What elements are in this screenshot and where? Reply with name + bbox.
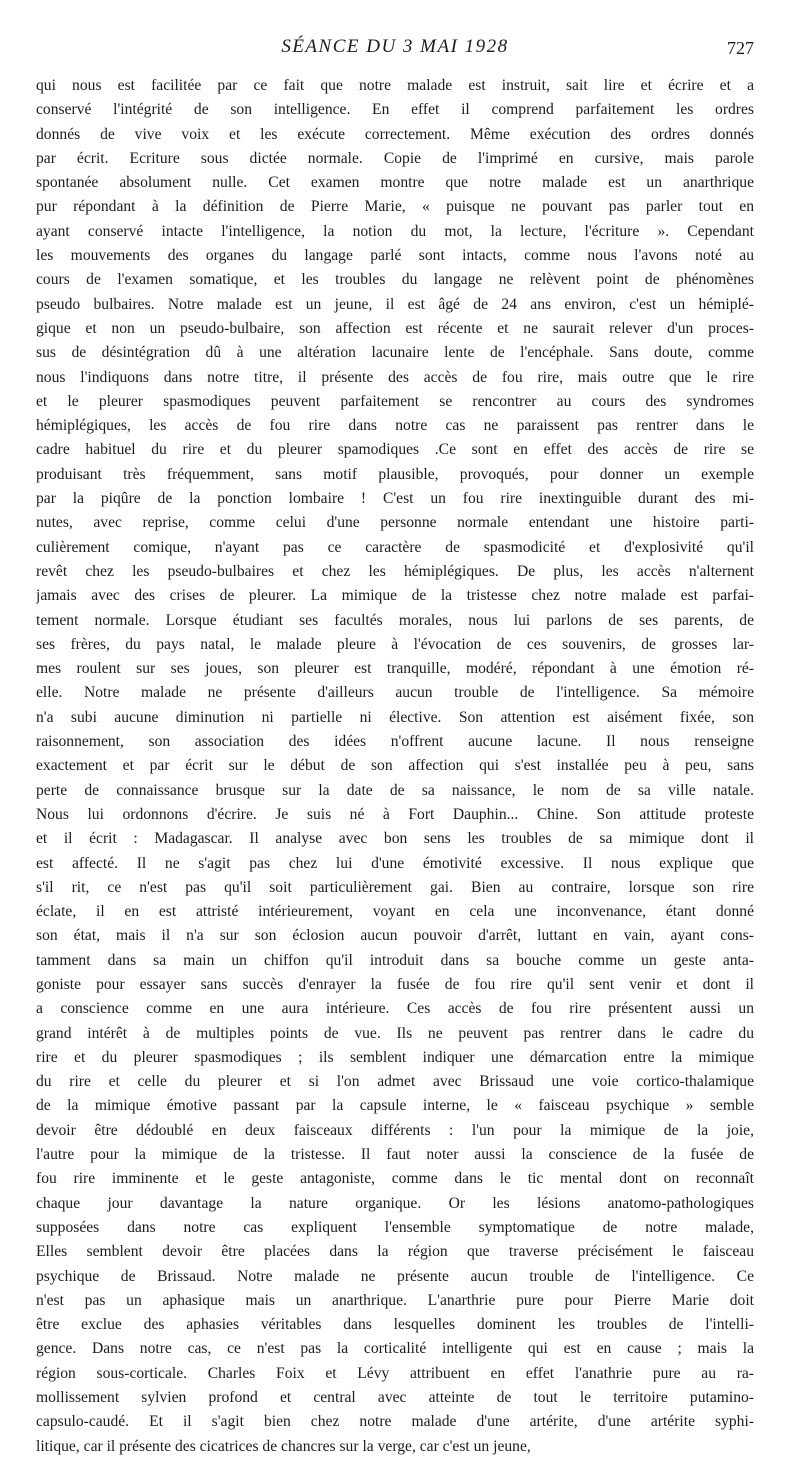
text-line: éclate, il en est attristé intérieurement, voyant en cela une inconvenance, étant donné	[36, 903, 754, 921]
text-line: qui nous est facilitée par ce fait que notre malade est instruit, sait lire et écrire et a	[36, 77, 754, 94]
text-line: n'a subi aucune diminution ni partielle ni élective. Son attention est aisément fixée, son	[36, 708, 754, 726]
text-line: tement normale. Lorsque étudiant ses facultés morales, nous lui parlons de ses parents, de	[36, 611, 754, 629]
text-line: par écrit. Ecriture sous dictée normale. Copie de l'imprimé en cursive, mais parole	[36, 149, 754, 167]
text-line: cours de l'examen somatique, et les troubles du langage ne relèvent point de phénomènes	[36, 271, 754, 289]
text-line: et le pleurer spasmodiques peuvent parfaitement se rencontrer au cours des syndromes	[36, 392, 754, 410]
text-line: s'il rit, ce n'est pas qu'il soit particulièrement gai. Bien au contraire, lorsque son rire	[36, 878, 754, 896]
text-line: conservé l'intégrité de son intelligence. En effet il comprend parfaitement les ordres	[36, 101, 754, 119]
text-line: goniste pour essayer sans succès d'enrayer la fusée de fou rire qu'il sent venir et dont il	[36, 975, 754, 993]
text-line: l'autre pour la mimique de la tristesse. Il faut noter aussi la conscience de la fusée de	[36, 1146, 754, 1164]
text-line: raisonnement, son association des idées n'offrent aucune lacune. Il nous renseigne	[36, 733, 754, 751]
text-line: ayant conservé intacte l'intelligence, la notion du mot, la lecture, l'écriture ». Cependant	[36, 222, 754, 240]
text-line: être exclue des aphasies véritables dans lesquelles dominent les troubles de l'intelli-	[36, 1316, 754, 1334]
text-line: exactement et par écrit sur le début de son affection qui s'est installée peu à peu, sans	[36, 757, 754, 775]
text-line: chaque jour davantage la nature organique. Or les lésions anatomo-pathologiques	[36, 1194, 754, 1212]
text-line: devoir être dédoublé en deux faisceaux différents : l'un pour la mimique de la joie,	[36, 1121, 754, 1139]
text-line: son état, mais il n'a sur son éclosion aucun pouvoir d'arrêt, luttant en vain, ayant cons-	[36, 927, 754, 945]
text-line: gence. Dans notre cas, ce n'est pas la corticalité intelligente qui est en cause ; mais la	[36, 1340, 754, 1358]
text-line: mollissement sylvien profond et central avec atteinte de tout le territoire putamino-	[36, 1389, 754, 1407]
text-line: litique, car il présente des cicatrices de chancres sur la verge, car c'est un jeune,	[36, 1437, 531, 1455]
text-line: psychique de Brissaud. Notre malade ne présente aucun trouble de l'intelligence. Ce	[36, 1267, 754, 1285]
text-line: hémiplégiques, les accès de fou rire dans notre cas ne paraissent pas rentrer dans le	[36, 417, 754, 435]
text-line: cadre habituel du rire et du pleurer spamodiques .Ce sont en effet des accès de rire se	[36, 441, 754, 459]
text-line: et il écrit : Madagascar. Il analyse avec bon sens les troubles de sa mimique dont il	[36, 830, 754, 848]
text-line: capsulo-caudé. Et il s'agit bien chez notre malade d'une artérite, d'une artérite syphi-	[36, 1413, 754, 1431]
text-line: nutes, avec reprise, comme celui d'une personne normale entendant une histoire parti-	[36, 514, 754, 532]
text-line: mes roulent sur ses joues, son pleurer est tranquille, modéré, répondant à une émotion ré-	[36, 660, 754, 678]
text-line: nous l'indiquons dans notre titre, il présente des accès de fou rire, mais outre que le rire	[36, 368, 754, 386]
running-head	[36, 30, 754, 64]
text-line: pur répondant à la définition de Pierre Marie, « puisque ne pouvant pas parler tout en	[36, 198, 754, 216]
text-line: par la piqûre de la ponction lombaire ! C'est un fou rire inextinguible durant des mi-	[36, 490, 754, 508]
text-line: Elles semblent devoir être placées dans la région que traverse précisément le faisceau	[36, 1243, 754, 1261]
running-title: SÉANCE DU 3 MAI 1928	[281, 36, 509, 57]
text-line: les mouvements des organes du langage parlé sont intacts, comme nous l'avons noté au	[36, 247, 754, 265]
text-line: région sous-corticale. Charles Foix et Lévy attribuent en effet l'anathrie pure au ra-	[36, 1364, 754, 1382]
text-line: produisant très fréquemment, sans motif plausible, provoqués, pour donner un exemple	[36, 465, 754, 483]
text-line: donnés de vive voix et les exécute correctement. Même exécution des ordres donnés	[36, 125, 754, 143]
body-text	[36, 74, 754, 1459]
text-line: elle. Notre malade ne présente d'ailleurs aucun trouble de l'intelligence. Sa mémoire	[36, 684, 754, 702]
text-line: spontanée absolument nulle. Cet examen montre que notre malade est un anarthrique	[36, 174, 754, 192]
text-line: du rire et celle du pleurer et si l'on admet avec Brissaud une voie cortico-thalamique	[36, 1073, 754, 1091]
text-line: sus de désintégration dû à une altération lacunaire lente de l'encéphale. Sans doute, comme	[36, 344, 754, 362]
text-line: pseudo bulbaires. Notre malade est un jeune, il est âgé de 24 ans environ, c'est un hémiplé-	[36, 295, 754, 313]
text-line: tamment dans sa main un chiffon qu'il introduit dans sa bouche comme un geste anta-	[36, 951, 754, 969]
text-line: Nous lui ordonnons d'écrire. Je suis né à Fort Dauphin... Chine. Son attitude proteste	[36, 805, 754, 823]
text-line: est affecté. Il ne s'agit pas chez lui d'une émotivité excessive. Il nous explique que	[36, 854, 754, 872]
text-line: de la mimique émotive passant par la capsule interne, le « faisceau psychique » semble	[36, 1097, 754, 1115]
text-line: revêt chez les pseudo-bulbaires et chez les hémiplégiques. De plus, les accès n'alternent	[36, 562, 754, 580]
text-line: ses frères, du pays natal, le malade pleure à l'évocation de ces souvenirs, de grosses lar-	[36, 635, 754, 653]
page-number: 727	[727, 38, 754, 58]
text-line: gique et non un pseudo-bulbaire, son affection est récente et ne saurait relever d'un proces-	[36, 319, 754, 337]
text-line: culièrement comique, n'ayant pas ce caractère de spasmodicité et d'explosivité qu'il	[36, 538, 754, 556]
text-line: supposées dans notre cas expliquent l'ensemble symptomatique de notre malade,	[36, 1218, 754, 1236]
text-line: a conscience comme en une aura intérieure. Ces accès de fou rire présentent aussi un	[36, 1000, 754, 1018]
text-line: rire et du pleurer spasmodiques ; ils semblent indiquer une démarcation entre la mimique	[36, 1048, 754, 1066]
text-line: grand intérêt à de multiples points de vue. Ils ne peuvent pas rentrer dans le cadre du	[36, 1024, 754, 1042]
text-line: perte de connaissance brusque sur la date de sa naissance, le nom de sa ville natale.	[36, 781, 754, 799]
text-line: jamais avec des crises de pleurer. La mimique de la tristesse chez notre malade est parfai-	[36, 587, 754, 605]
text-line: n'est pas un aphasique mais un anarthrique. L'anarthrie pure pour Pierre Marie doit	[36, 1291, 754, 1309]
text-line: fou rire imminente et le geste antagoniste, comme dans le tic mental dont on reconnaît	[36, 1170, 754, 1188]
